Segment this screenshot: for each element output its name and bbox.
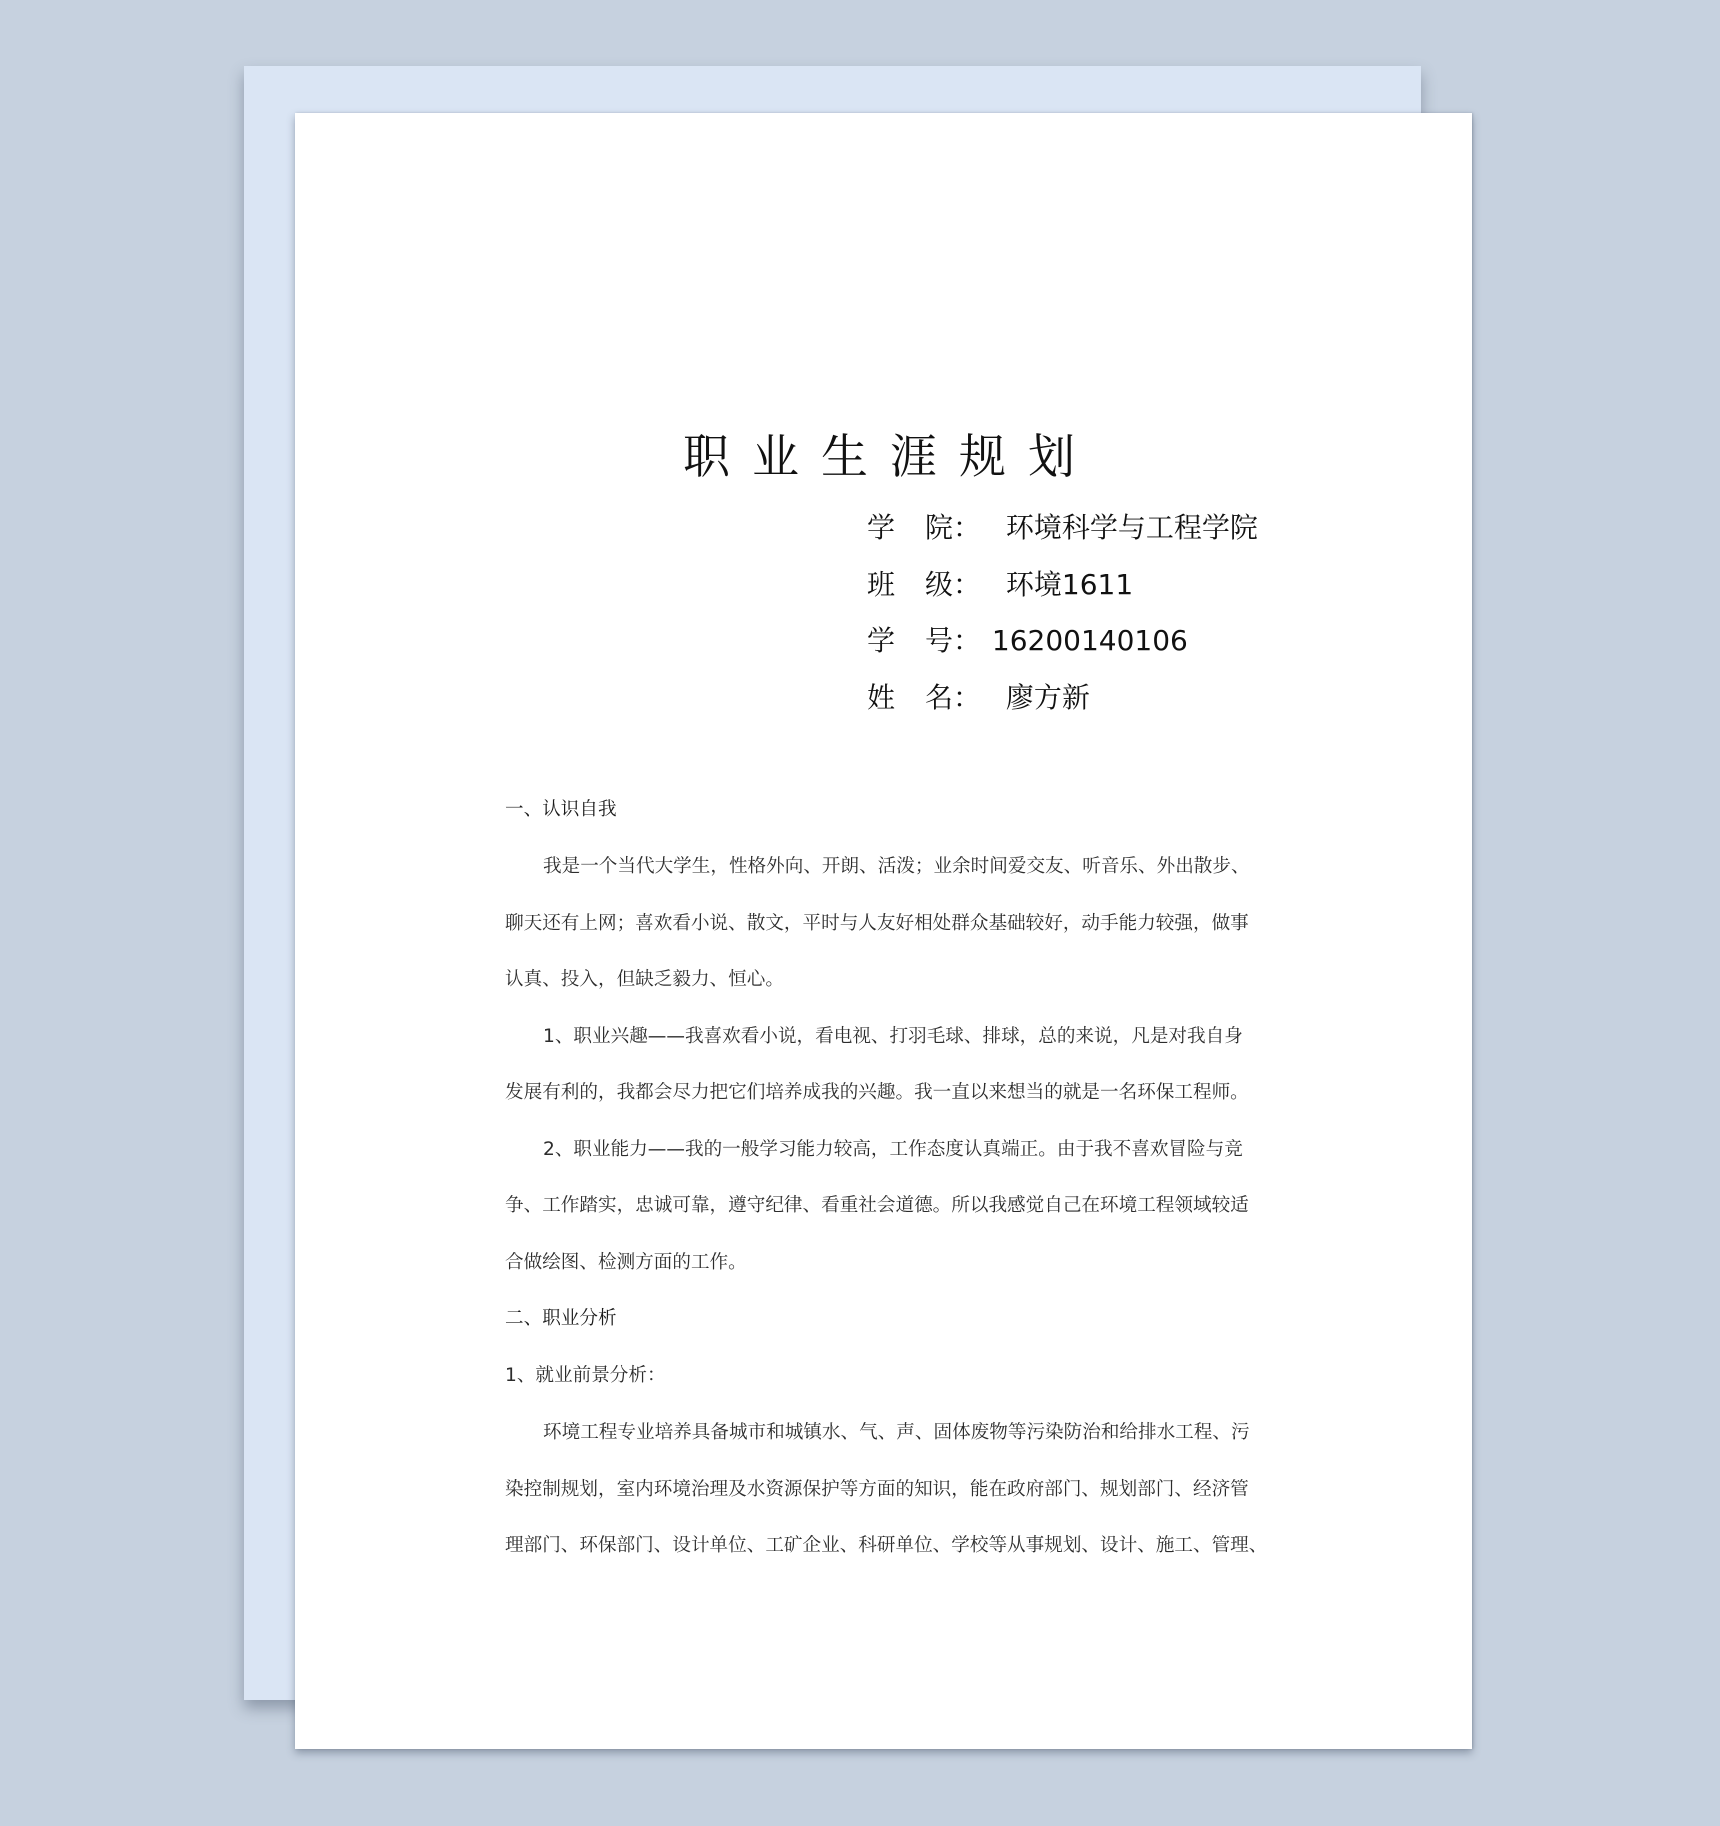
paragraph-line: 2、职业能力——我的一般学习能力较高，工作态度认真端正。由于我不喜欢冒险与竞 [543,1139,1243,1160]
info-value-name: 廖方新 [1005,681,1090,714]
subheading-employment-outlook: 1、就业前景分析： [505,1365,666,1386]
info-value-class: 环境1611 [1005,568,1134,601]
info-label: 学 号： [867,624,982,657]
paragraph-line: 发展有利的，我都会尽力把它们培养成我的兴趣。我一直以来想当的就是一名环保工程师。 [505,1082,1249,1103]
info-label: 姓 名： [867,681,982,714]
paragraph-line: 聊天还有上网；喜欢看小说、散文，平时与人友好相处群众基础较好，动手能力较强，做事 [505,913,1249,934]
info-row-class [867,565,1133,605]
section-heading-self-awareness: 一、认识自我 [505,799,617,820]
paragraph-line: 我是一个当代大学生，性格外向、开朗、活泼；业余时间爱交友、听音乐、外出散步、 [543,856,1250,877]
info-value-college: 环境科学与工程学院 [1005,511,1258,544]
info-label: 学 院： [867,511,982,544]
paragraph-line: 理部门、环保部门、设计单位、工矿企业、科研单位、学校等从事规划、设计、施工、管理、 [505,1535,1268,1556]
paragraph-line: 1、职业兴趣——我喜欢看小说，看电视、打羽毛球、排球，总的来说，凡是对我自身 [543,1026,1243,1047]
paragraph-line: 染控制规划，室内环境治理及水资源保护等方面的知识，能在政府部门、规划部门、经济管 [505,1479,1249,1500]
paragraph-line: 合做绘图、检测方面的工作。 [505,1252,747,1273]
info-label: 班 级： [867,568,982,601]
info-row-name [867,678,1090,718]
page-title: 职业生涯规划 [683,430,1097,485]
paragraph-line: 争、工作踏实，忠诚可靠，遵守纪律、看重社会道德。所以我感觉自己在环境工程领域较适 [505,1195,1249,1216]
paragraph-line: 认真、投入，但缺乏毅力、恒心。 [505,969,784,990]
section-heading-career-analysis: 二、职业分析 [505,1308,617,1329]
paragraph-line: 环境工程专业培养具备城市和城镇水、气、声、固体废物等污染防治和给排水工程、污 [543,1422,1250,1443]
info-row-student-id [867,621,1188,661]
info-value-student-id: 16200140106 [991,624,1188,657]
info-row-college [867,508,1258,548]
